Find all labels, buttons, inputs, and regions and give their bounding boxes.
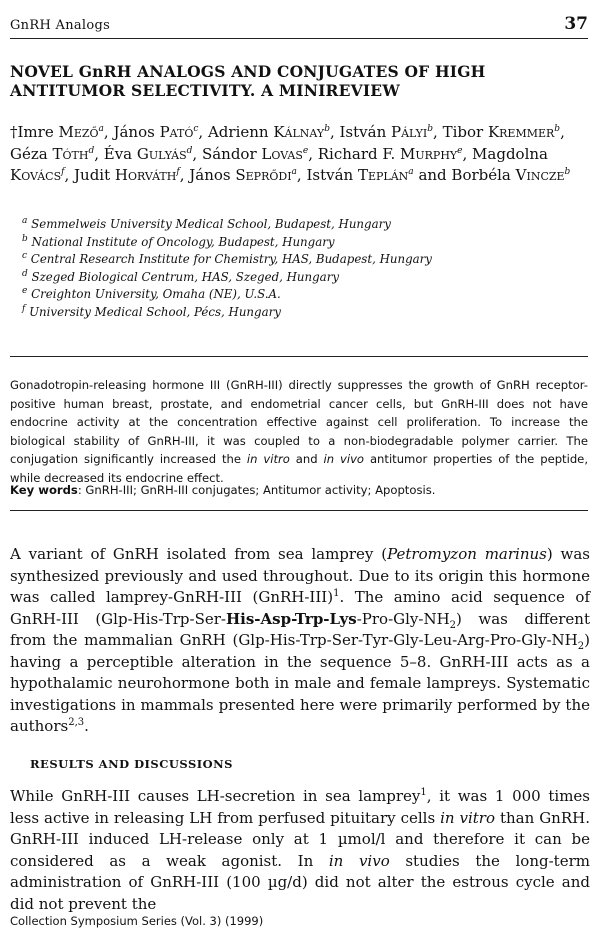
running-header (10, 16, 588, 39)
author: János Pató$^c$ (113, 123, 199, 141)
affiliation: $^f$ University Medical School, Pécs, Hungary (22, 304, 281, 319)
abstract: Gonadotropin-releasing hormone III (GnRH-III) directly suppresses the growth of GnRH receptor-positive human breast, prostate, and endometrial cancer cells, but GnRH-III does not have endocrine activity at the concentration effective against cell proliferation. To increase the biological stability of GnRH-III, it was coupled to a non-biodegradable polymer carrier. The conjugation significantly increased the in vitro and in vivo antitumor properties of the peptide, while decreased its endocrine effect. (10, 378, 589, 485)
author: István Teplán$^a$ (306, 166, 414, 184)
author: Sándor Lovas$^e$ (201, 144, 309, 163)
author: Judit Horváth$^f$ (74, 166, 180, 184)
abstract-bottom-rule (10, 510, 588, 511)
author: Magdolna Kovács$^f$ (10, 144, 548, 184)
page-footer: Collection Symposium Series (Vol. 3) (1999) (10, 914, 264, 928)
author: Adrienn Kálnay$^b$ (207, 123, 330, 141)
author: Tibor Kremmer$^b$ (442, 123, 561, 141)
results-paragraph: While GnRH-III causes LH-secretion in sea lamprey$^1$, it was 1 000 times less active in releasing LH from perfused pituitary cells in vitro than GnRH. GnRH-III induced LH-release only at 1 µmol/l and therefore it can be considered as a weak agonist. In in vivo studies the long-term administration of GnRH-III (100 µg/d) did not alter the estrous cycle and did not prevent the (10, 787, 590, 913)
abstract-top-rule (10, 356, 588, 357)
author: István Pályi$^b$ (339, 123, 434, 141)
author: János Seprődi$^a$ (189, 166, 297, 184)
affiliation-list (22, 216, 582, 322)
keywords: Key words: GnRH-III; GnRH-III conjugates; Antitumor activity; Apoptosis. (10, 483, 436, 497)
author-list: †Imre Mező$^a$, János Pató$^c$, Adrienn Kálnay$^b$, István Pályi$^b$, Tibor Kremmer$^b$, Géza Tóth$^d$, Éva Gulyás$^d$, Sándor Lovas$^e$, Richard F. Murphy$^e$, Magdolna Kovács$^f$, Judit Horváth$^f$, János Seprődi$^a$, István Teplán$^a$ and Borbéla Vincze$^b$ (10, 123, 571, 184)
author: †Imre Mező$^a$ (10, 123, 104, 141)
author: Éva Gulyás$^d$ (103, 144, 193, 163)
author: Géza Tóth$^d$ (10, 144, 95, 163)
affiliation: $^c$ Central Research Institute for Chemistry, HAS, Budapest, Hungary (22, 251, 432, 267)
section-heading: RESULTS AND DISCUSSIONS (30, 757, 233, 771)
keywords-label: Key words (10, 483, 78, 497)
affiliation: $^a$ Semmelweis University Medical School, Budapest, Hungary (22, 216, 391, 231)
author: Richard F. Murphy$^e$ (317, 144, 463, 163)
affiliation: $^d$ Szeged Biological Centrum, HAS, Szeged, Hungary (22, 268, 340, 284)
page-number: 37 (564, 14, 588, 34)
affiliation: $^e$ Creighton University, Omaha (NE), U.S.A. (22, 286, 281, 302)
intro-paragraph: A variant of GnRH isolated from sea lamprey (Petromyzon marinus) was synthesized previously and used throughout. Due to its origin this hormone was called lamprey-GnRH-III (GnRH-III)$^1$. The amino acid sequence of GnRH-III $(Glp-His-Trp-Ser-His-Asp-Trp-Lys-Pro-Gly-NH_2)$ was different from the mammalian GnRH $(Glp-His-Trp-Ser-Tyr-Gly-Leu-Arg-Pro-Gly-NH_2)$ having a perceptible alteration in the sequence 5–8. GnRH-III acts as a hypothalamic neurohormone both in male and female lampreys. Systematic investigations in mammals presented here were primarily performed by the authors$^{2,3}$. (10, 545, 590, 735)
running-title: GnRH Analogs (10, 18, 111, 33)
author: Borbéla Vincze$^b$ (451, 166, 571, 184)
affiliation: $^b$ National Institute of Oncology, Budapest, Hungary (22, 233, 335, 249)
paper-title: NOVEL GnRH ANALOGS AND CONJUGATES OF HIGH ANTITUMOR SELECTIVITY. A MINIREVIEW (10, 62, 486, 100)
